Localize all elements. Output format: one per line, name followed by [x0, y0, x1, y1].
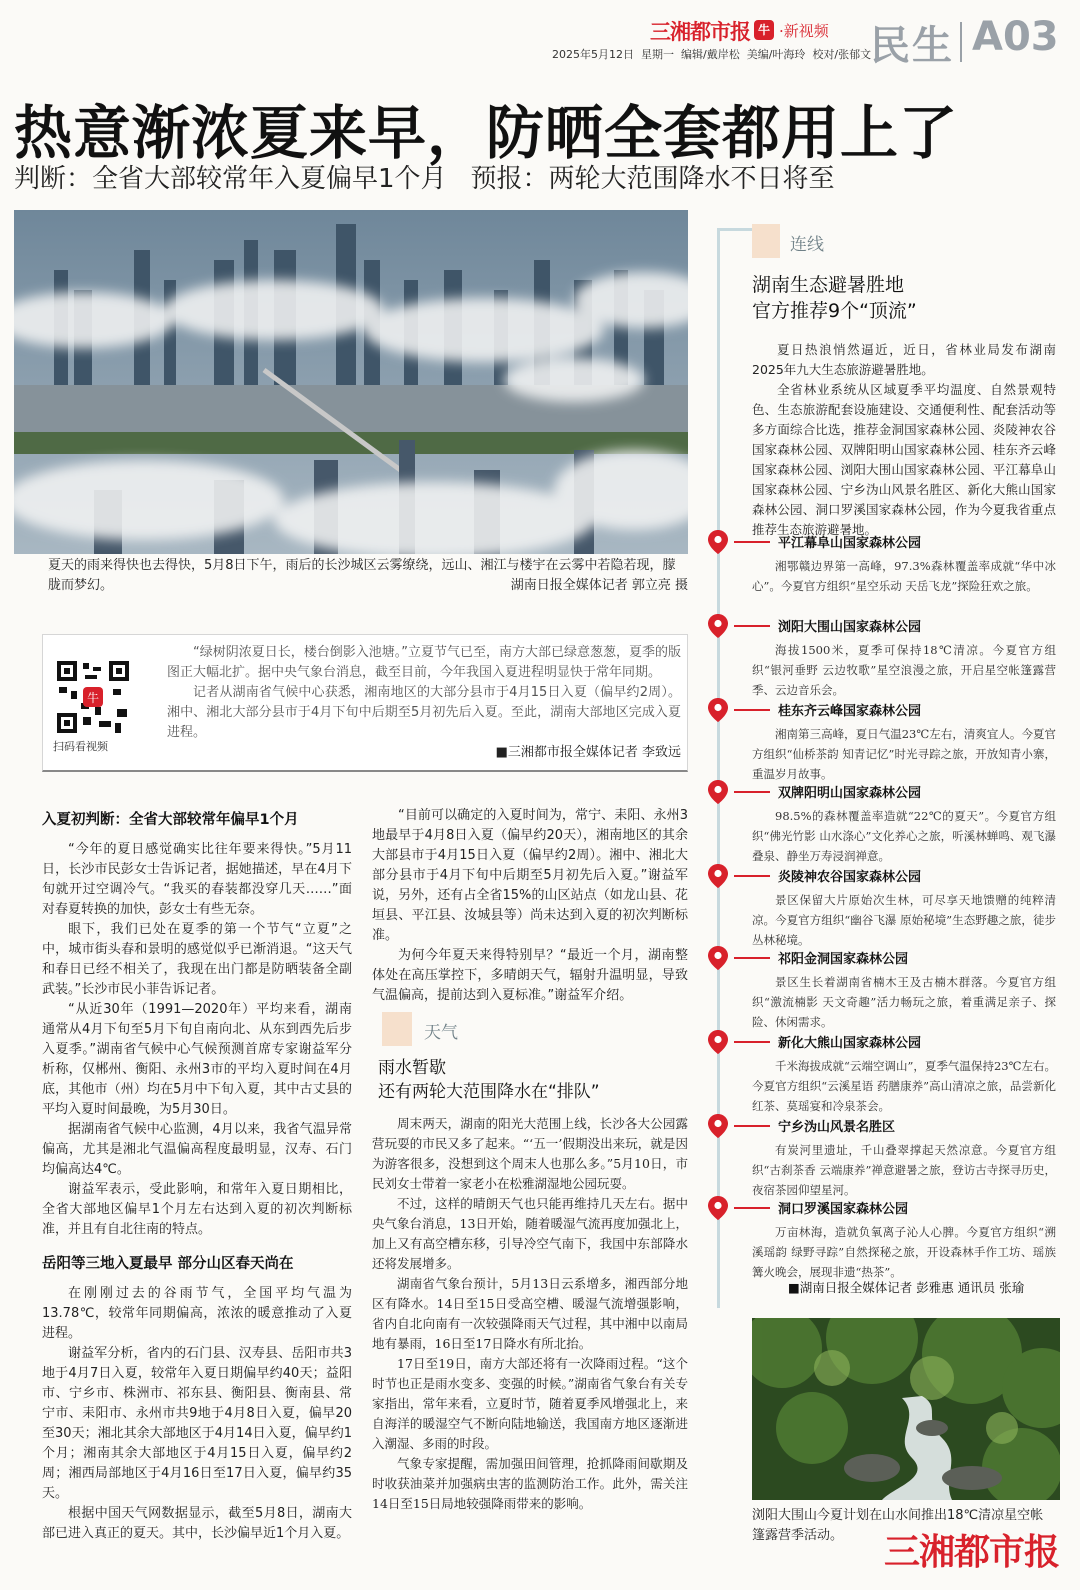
section-heading: 岳阳等三地入夏最早 部分山区春天尚在: [42, 1256, 294, 1272]
article-paragraph: 眼下，我们已处在夏季的第一个节气“立夏”之中，城市街头春和景明的感觉似乎已渐消退。“这天气和春日已经不相关了，我现在出门都是防晒装备全副武装。”长沙市民小菲告诉记者。: [42, 922, 352, 997]
park-name: 双牌阳明山国家森林公园: [778, 786, 922, 801]
tag-label: 连线: [790, 235, 824, 255]
timeline-line: [717, 228, 720, 1308]
brand-sub: ·新视频: [779, 22, 829, 40]
editor: 编辑/戴岸松: [681, 48, 740, 61]
weather-title: [378, 1056, 688, 1104]
park-description: [752, 724, 1056, 784]
section-name: 民生: [870, 23, 954, 69]
issue-weekday: 星期一: [641, 48, 674, 61]
city-fog-photo: [14, 210, 688, 554]
article-paragraph: 17日至19日，南方大部还将有一次降雨过程。“这个时节也正是雨水变多、变强的时候。”湖南省气象台有关专家指出，常年来看，立夏时节，随着夏季风增强北上，来自海洋的暖湿空气不断向陆地输送，我国南方地区逐渐进入潮湿、多雨的时段。: [372, 1356, 688, 1451]
park-text: 海拔1500米，夏季可保持18℃清凉。今夏官方组织“银河垂野 云边牧歌”星空浪漫之旅，开启星空帐篷露营季、云边音乐会。: [752, 643, 1056, 697]
article-paragraph: 全省林业系统从区域夏季平均温度、自然景观特色、生态旅游配套设施建设、交通便利性、配套活动等多方面综合比选，推荐金洞国家森林公园、炎陵神农谷国家森林公园、双牌阳明山国家森林公园、桂东齐云峰国家森林公园、浏阳大围山国家森林公园、平江幕阜山国家森林公园、宁乡沩山风景名胜区、新化大熊山国家森林公园、洞口罗溪国家森林公园，作为今夏我省重点推荐生态旅游避暑地。: [752, 382, 1056, 537]
qr-code-icon[interactable]: [55, 659, 131, 735]
photo-caption: [48, 556, 688, 596]
park-text: 湘鄂赣边界第一高峰，97.3%森林覆盖率成就“华中冰心”。今夏官方组织“星空乐动 天岳飞龙”探险狂欢之旅。: [752, 559, 1056, 593]
brand-badge-icon: 牛: [754, 20, 774, 40]
sidebar-title-line: 官方推荐9个“顶流”: [752, 300, 917, 322]
svg-text:牛: 牛: [86, 691, 100, 705]
park-rule: [734, 625, 770, 627]
weather-title-line: 还有两轮大范围降水在“排队”: [378, 1082, 600, 1102]
park-description: [752, 1222, 1056, 1282]
park-text: 有炭河里遗址，千山叠翠撑起天然凉意。今夏官方组织“古刹茶香 云端康养”禅意避暑之旅，登访古寺探寻历史，夜宿茶园仰望星河。: [752, 1143, 1056, 1197]
qr-label: 扫码看视频: [53, 740, 108, 753]
park-name: 洞口罗溪国家森林公园: [778, 1202, 909, 1217]
sidebar-credit: ■湖南日报全媒体记者 彭雅惠 通讯员 张瑜: [788, 1280, 1025, 1295]
park-name: 新化大熊山国家森林公园: [778, 1036, 922, 1051]
page-number: A03: [972, 14, 1059, 60]
article-paragraph: “目前可以确定的入夏时间为，常宁、耒阳、永州3地最早于4月8日入夏（偏早约20天），湘南地区的其余大部县市于4月15日入夏（偏早约2周）。湘中、湘北大部分县市于4月下旬中后期至5月初先后入夏。”谢益军说，另外，还有占全省15%的山区站点（如龙山县、花垣县、平江县、汝城县等）尚未达到入夏的初次判断标准。: [372, 808, 688, 943]
timeline-top: [717, 228, 753, 231]
park-description: [752, 640, 1056, 700]
article-paragraph: 夏日热浪悄然逼近，近日，省林业局发布湖南2025年九大生态旅游避暑胜地。: [752, 342, 1056, 377]
park-rule: [734, 791, 770, 793]
designer: 美编/叶海玲: [746, 48, 806, 61]
location-pin-icon: [708, 946, 728, 970]
newspaper-brand: 三湘都市报: [650, 19, 750, 44]
section-divider: [960, 22, 962, 62]
tag-block-icon: [752, 224, 780, 258]
park-name: 炎陵神农谷国家森林公园: [778, 870, 922, 885]
park-rule: [734, 1125, 770, 1127]
article-middle-column: [372, 806, 688, 1006]
park-rule: [734, 957, 770, 959]
subheadline: [14, 158, 835, 195]
location-pin-icon: [708, 1114, 728, 1138]
park-name: 桂东齐云峰国家森林公园: [778, 704, 922, 719]
park-rule: [734, 1207, 770, 1209]
article-paragraph: 周末两天，湖南的阳光大范围上线，长沙各大公园露营玩耍的市民又多了起来。“‘五一’假期没出来玩，就是因为游客很多，没想到这个周末人也那么多。”5月10日，市民刘女士带着一家老小在松雅湖湿地公园玩耍。: [372, 1116, 688, 1191]
intro-paragraph: “绿树阴浓夏日长，楼台倒影入池塘。”立夏节气已至，南方大部已绿意葱葱，夏季的版图正大幅北扩。据中央气象台消息，截至目前，今年我国入夏进程明显快于常年同期。: [167, 645, 681, 680]
park-name: 平江幕阜山国家森林公园: [778, 536, 922, 551]
location-pin-icon: [708, 614, 728, 638]
subhead-forecast: 预报：两轮大范围降水不日将至: [470, 164, 835, 194]
intro-text: [167, 643, 681, 763]
park-name: 宁乡沩山风景名胜区: [778, 1120, 896, 1135]
park-rule: [734, 875, 770, 877]
weather-article: [372, 1012, 688, 1514]
issue-meta: [552, 46, 871, 62]
article-paragraph: 据湖南省气候中心监测，4月以来，我省气温异常偏高，尤其是湘北气温偏高程度最明显，汉寿、石门均偏高达4℃。: [42, 1122, 352, 1177]
tag-label: 天气: [424, 1023, 458, 1043]
park-rule: [734, 709, 770, 711]
sidebar-title: [752, 272, 1062, 324]
park-description: [752, 972, 1056, 1032]
article-paragraph: 在刚刚过去的谷雨节气，全国平均气温为13.78℃，较常年同期偏高，浓浓的暖意推动了入夏进程。: [42, 1286, 352, 1341]
location-pin-icon: [708, 780, 728, 804]
article-left-column: [42, 806, 352, 1544]
park-text: 千米海拔成就“云端空调山”，夏季气温保持23℃左右。今夏官方组织“云溪星语 药膳康养”高山清凉之旅，品尝新化红茶、莫瑶宴和冷泉茶会。: [752, 1059, 1056, 1113]
park-description: [752, 806, 1056, 866]
article-paragraph: 谢益军分析，省内的石门县、汉寿县、岳阳市共3地于4月7日入夏，较常年入夏日期偏早约40天；益阳市、宁乡市、株洲市、祁东县、衡阳县、衡南县、常宁市、耒阳市、永州市共9地于4月8日入夏，偏早20至30天；湘北其余大部地区于4月14日入夏，偏早约1个月；湘南其余大部地区于4月15日入夏，偏早约2周；湘西局部地区于4月16日至17日入夏，偏早约35天。: [42, 1346, 352, 1501]
section-heading: 入夏初判断：全省大部较常年偏早1个月: [42, 812, 299, 828]
forest-stream-photo: [752, 1318, 1060, 1500]
tag-block-icon: [382, 1012, 412, 1046]
intro-box: [42, 634, 688, 772]
park-text: 湘南第三高峰，夏日气温23℃左右，清爽宜人。今夏官方组织“仙桥茶韵 知青记忆”时光寻踪之旅，开放知青小寨，重温岁月故事。: [752, 727, 1056, 781]
article-paragraph: 不过，这样的晴朗天气也只能再维持几天左右。据中央气象台消息，13日开始，随着暖湿气流再度加强北上，加上又有高空槽东移，引导冷空气南下，我国中东部降水还将发展增多。: [372, 1196, 688, 1271]
sidebar-intro: [752, 340, 1056, 540]
article-paragraph: “今年的夏日感觉确实比往年要来得快。”5月11日，长沙市民彭女士告诉记者，据她描述，早在4月下旬就开过空调冷气。“我买的春装都没穿几天……”面对春夏转换的加快，彭女士有些无奈。: [42, 842, 352, 917]
weather-title-line: 雨水暂歇: [378, 1058, 446, 1078]
location-pin-icon: [708, 530, 728, 554]
weather-body: [372, 1114, 688, 1514]
forest-photo-caption: 浏阳大围山今夏计划在山水间推出18℃清凉星空帐篷露营季活动。: [752, 1508, 1044, 1543]
article-paragraph: 根据中国天气网数据显示，截至5月8日，湖南大部已进入真正的夏天。其中，长沙偏早近1个月入夏。: [42, 1506, 352, 1541]
intro-paragraph: 记者从湖南省气候中心获悉，湘南地区的大部分县市于4月15日入夏（偏早约2周）。湘中、湘北大部分县市于4月下旬中后期至5月初先后入夏。至此，湖南大部地区完成入夏进程。: [167, 685, 681, 740]
location-pin-icon: [708, 1196, 728, 1220]
park-text: 景区生长着湖南省楠木王及古楠木群落。今夏官方组织“激流楠影 天文奇趣”活力畅玩之旅，着重满足亲子、探险、休闲需求。: [752, 975, 1056, 1029]
location-pin-icon: [708, 1030, 728, 1054]
park-description: [752, 890, 1056, 950]
park-text: 万亩林海，造就负氧离子沁人心脾。今夏官方组织“溯溪瑶韵 绿野寻踪”自然探秘之旅，开设森林手作工坊、瑶族篝火晚会，展现非遗“热茶”。: [752, 1225, 1056, 1279]
photo-credit: 湖南日报全媒体记者 郭立亮 摄: [510, 578, 688, 593]
article-paragraph: 湖南省气象台预计，5月13日云系增多，湘西部分地区有降水。14日至15日受高空槽、暖湿气流增强影响，省内自北向南有一次较强降雨天气过程，其中湘中以南局地有暴雨，16日至17日降水有所北抬。: [372, 1276, 688, 1351]
park-description: [752, 1140, 1056, 1200]
weather-tag: [372, 1012, 688, 1048]
intro-credit: ■三湘都市报全媒体记者 李致远: [495, 745, 681, 760]
article-paragraph: 气象专家提醒，需加强田间管理，抢抓降雨间歇期及时收获油菜并加强病虫害的监测防治工作。此外，需关注14日至15日局地较强降雨带来的影响。: [372, 1456, 688, 1511]
park-rule: [734, 541, 770, 543]
article-paragraph: 谢益军表示，受此影响，和常年入夏日期相比，全省大部地区偏早1个月左右达到入夏的初次判断标准，并且有自北往南的特点。: [42, 1182, 352, 1237]
park-description: [752, 556, 1056, 596]
proofreader: 校对/张郁文: [812, 48, 872, 61]
subhead-judgment: 判断：全省大部较常年入夏偏早1个月: [14, 164, 447, 194]
masthead: [0, 12, 1080, 72]
article-paragraph: “从近30年（1991—2020年）平均来看，湖南通常从4月下旬至5月下旬自南向北、从东到西先后步入夏季。”湖南省气候中心气候预测首席专家谢益军分析称，仅郴州、衡阳、永州3市的平均入夏时间在4月底，其他市（州）均在5月中下旬入夏，其中古丈县的平均入夏时间最晚，为5月30日。: [42, 1002, 352, 1117]
park-description: [752, 1056, 1056, 1116]
article-paragraph: 为何今年夏天来得特别早？“最近一个月，湖南整体处在高压掌控下，多晴朗天气，辐射升温明显，导致气温偏高，提前达到入夏标准。”谢益军介绍。: [372, 948, 688, 1003]
park-text: 景区保留大片原始次生林，可尽享天地馈赠的纯粹清凉。今夏官方组织“幽谷飞瀑 原始秘境”生态野趣之旅，徒步丛林秘境。: [752, 893, 1056, 947]
caption-text: 夏天的雨来得快也去得快，5月8日下午，雨后的长沙城区云雾缭绕，远山、湘江与楼宇在云雾中若隐若现，朦胧而梦幻。: [48, 558, 676, 593]
park-name: 祁阳金洞国家森林公园: [778, 952, 909, 967]
issue-date: 2025年5月12日: [552, 48, 634, 61]
park-rule: [734, 1041, 770, 1043]
sidebar-title-line: 湖南生态避暑胜地: [752, 274, 905, 296]
park-text: 98.5%的森林覆盖率造就“22℃的夏天”。今夏官方组织“佛光竹影 山水涤心”文化养心之旅，听溪林蝉鸣、观飞瀑叠泉、静坐万寿浸润禅意。: [752, 809, 1056, 863]
park-name: 浏阳大围山国家森林公园: [778, 620, 922, 635]
headline: 热意渐浓夏来早，防晒全套都用上了: [14, 99, 959, 167]
location-pin-icon: [708, 864, 728, 888]
footer-brand: 三湘都市报: [884, 1531, 1060, 1573]
location-pin-icon: [708, 698, 728, 722]
